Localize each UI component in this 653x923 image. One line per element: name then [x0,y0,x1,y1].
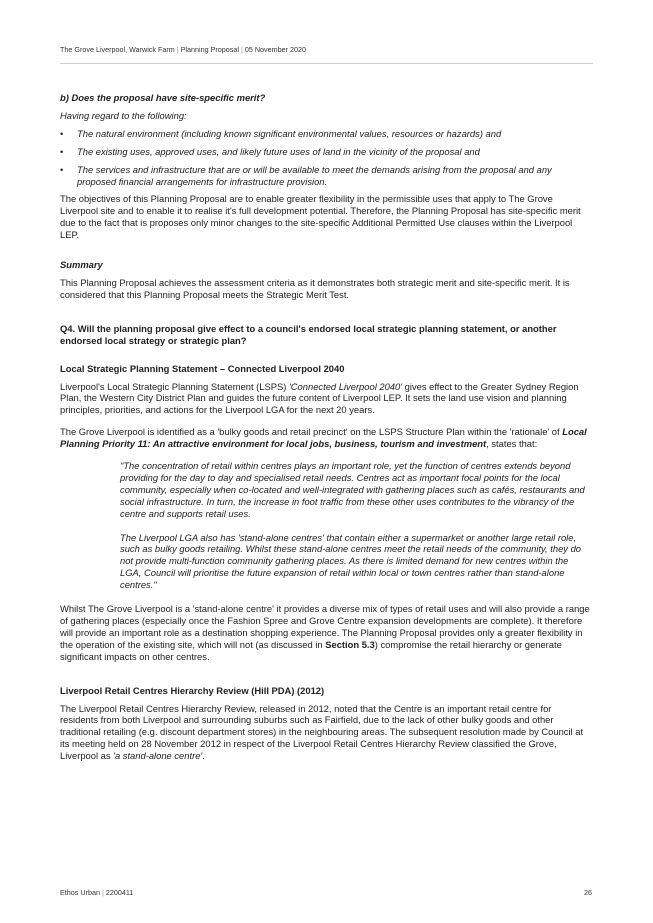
header-project: The Grove Liverpool, Warwick Farm [60,45,175,54]
list-item: • The existing uses, approved uses, and likely future uses of land in the vicinity of the proposal and [60,146,592,158]
page-body [60,92,592,762]
lsps-heading: Local Strategic Planning Statement – Connected Liverpool 2040 [60,362,345,374]
lsps-paragraph-2: The Grove Liverpool is identified as a 'bulky goods and retail precinct' on the LSPS Structure Plan within the 'rationale' of Local Planning Priority 11: An attractive environment for local jobs, business, tourism and investment, states that: [60,426,587,450]
stand-alone-centre-italic: 'a stand-alone centre' [113,750,203,762]
section-b-paragraph: The objectives of this Planning Proposal are to enable greater flexibility in the permissible uses that apply to The Grove Liverpool site and to enable it to realise it's full development potential. Therefore, the Planning Proposal has site-specific merit due to the fact that is proposes only minor changes to the site-specific Additional Permitted Use clauses within the Liverpool LEP. [60,193,581,241]
lsps-title-italic: 'Connected Liverpool 2040' [289,380,403,392]
section-b-intro: Having regard to the following: [60,109,187,121]
header-separator: | [176,45,179,54]
lsps-paragraph-1: Liverpool's Local Strategic Planning Statement (LSPS) 'Connected Liverpool 2040' gives effect to the Greater Sydney Region Plan, the Western City District Plan and guides the future content of Liverpool LEP. It sets the land use vision and planning principles, priorities, and actions for the Liverpool LGA for the next 20 years. [60,380,579,416]
whilst-paragraph: Whilst The Grove Liverpool is a 'stand-alone centre' it provides a diverse mix of types of retail uses and will also provide a range of gathering places (especially once the Fashion Spree and Grove Centre expansion developments are complete). It therefore will provide an important role as a destination shopping experience. The Planning Proposal provides only a greater flexibility in the operation of the existing site, which will not (as discussed in Section 5.3) compromise the retail hierarchy or generate significant impacts on other centres. [60,603,590,662]
header-date: 05 November 2020 [244,45,306,54]
list-item: • The natural environment (including known significant environmental values, resources or hazards) and [60,128,592,140]
header-rule [60,63,593,64]
list-item: • The services and infrastructure that are or will be available to meet the demands arising from the proposal and any proposed financial arrangements for infrastructure provision. [60,164,592,188]
summary-paragraph: This Planning Proposal achieves the assessment criteria as it demonstrates both strategic merit and site-specific merit. It is considered that this Planning Proposal meets the Strategic Merit Test. [60,276,570,300]
header-doc-type: Planning Proposal [180,45,239,54]
section-b-heading: b) Does the proposal have site-specific merit? [60,92,266,103]
footer-company: Ethos Urban [60,888,100,897]
priority-11-title: Local Planning Priority 11: An attractive environment for local jobs, business, tourism and investment [60,426,587,450]
section-ref: Section 5.3 [325,638,375,650]
page-footer [60,888,133,897]
header-separator: | [240,45,243,54]
footer-ref: 2200411 [105,888,134,897]
footer-separator: | [101,888,104,897]
page-header [60,45,306,54]
page-number: 26 [584,888,592,897]
review-paragraph: The Liverpool Retail Centres Hierarchy Review, released in 2012, noted that the Centre is an important retail centre for residents from both Liverpool and surrounding suburbs such as Fairfield, due to the lack of other bulky goods and other traditional retailing (e.g. discount department stores) in the neighbouring areas. The subsequent resolution made by Council at its meeting held on 28 November 2012 in respect of the Liverpool Retail Centres Hierarchy Review classified the Grove, Liverpool as 'a stand-alone centre'. [60,702,584,762]
criteria-list [60,128,592,188]
summary-heading: Summary [60,259,103,271]
quote-paragraph-1: "The concentration of retail within centres plays an important role, yet the function of centres extends beyond providing for the day to day and specialised retail needs. Centres act as important focal points for the local community, especially when co-located and well-integrated with gathering places such as cafés, restaurants and social infrastructure. In turn, the increase in foot traffic from these other uses contributes to the vibrancy of the centre and supports retail uses. [120,460,585,519]
q4-heading: Q4. Will the planning proposal give effect to a council's endorsed local strategic planning statement, or another endorsed local strategy or strategic plan? [60,322,557,346]
review-heading: Liverpool Retail Centres Hierarchy Review (Hill PDA) (2012) [60,684,325,696]
quote-paragraph-2: The Liverpool LGA also has 'stand-alone centres' that contain either a supermarket or another large retail role, such as bulky goods retailing. Whilst these stand-alone centres meet the retail needs of the community, they do not provide multi-function community gathering places. As there is limited demand for new centres within the LGA, Council will prioritise the future expansion of retail within local or town centres rather than stand-alone centres." [120,531,582,591]
